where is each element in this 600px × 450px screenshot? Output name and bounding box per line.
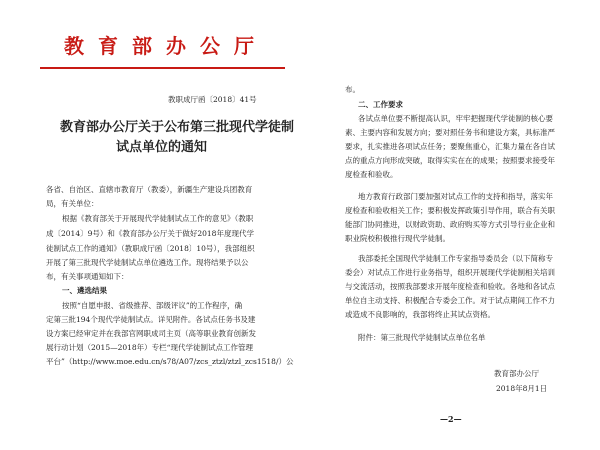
requirement-line-11: 委会）对试点工作进行业务指导，组织开展现代学徒制相关培训 [345, 268, 555, 277]
document-title-line-1: 教育部办公厅关于公布第三批现代学徒制 [60, 120, 295, 135]
signature-date: 2018年8月1日 [496, 384, 548, 393]
signature-org: 教育部办公厅 [494, 369, 539, 378]
letterhead-org-name: 教育部办公厅 [64, 34, 268, 58]
requirement-line-9: 职业院校积极推行现代学徒制。 [345, 234, 450, 243]
intro-line-1: 根据《教育部关于开展现代学徒制试点工作的意见》（教职 [62, 214, 254, 223]
requirement-line-13: 单位自主动支持、积极配合专委会工作。对于试点期间工作不力 [345, 296, 555, 305]
requirement-line-12: 与交流活动，按照我部要求开展年度检查和验收。各地和各试点 [345, 282, 555, 291]
requirement-line-10: 我部委托全国现代学徒制工作专家指导委员会（以下简称专 [358, 254, 553, 263]
section-2-heading: 二、工作要求 [358, 100, 403, 109]
requirement-line-2: 素、主要内容和发展方向；要对照任务书和建设方案，具标准严 [345, 128, 555, 137]
requirement-line-7: 度检查和验收相关工作；要积极发挥政策引导作用，联合有关职 [345, 206, 555, 215]
result-line-1: 按照“自愿申报、省级推荐、部级评议”的工作程序，确 [62, 301, 243, 310]
intro-line-3: 徒制试点工作的通知》（教职成厅函〔2018〕10号），我部组织 [46, 244, 255, 253]
requirement-line-1: 各试点单位要不断提高认识，牢牢把握现代学徒制的核心要 [358, 114, 553, 123]
requirement-line-8: 能部门协同推进，以财政资助、政府购买等方式引导行业企业和 [345, 220, 555, 229]
requirement-line-5: 度检查和验收。 [345, 170, 398, 179]
result-line-3: 设方案已经审定并在我部官网职成司主页（高等职业教育创新发 [46, 329, 256, 338]
addressee-line-2: 局，有关单位： [46, 199, 99, 208]
requirement-line-3: 要求，扎实推进各项试点任务；要聚焦重心，汇集力量在各自试 [345, 142, 555, 151]
section-1-heading: 一、遴选结果 [62, 286, 107, 295]
document-title-line-2: 试点单位的通知 [116, 140, 208, 155]
requirement-line-4: 点的重点方向形成突破，取得实实在在的成果；按照要求接受年 [345, 156, 555, 165]
page-number: —2— [440, 414, 462, 424]
addressee-line-1: 各省、自治区、直辖市教育厅（教委），新疆生产建设兵团教育 [46, 185, 253, 194]
attachment-note: 附件：第三批现代学徒制试点单位名单 [358, 333, 486, 342]
result-line-4: 展行动计划（2015—2018年）专栏“现代学徒制试点工作管理 [46, 343, 254, 352]
continuation-text: 布。 [345, 85, 360, 94]
result-line-2: 定第三批194个现代学徒制试点。详见附件。各试点任务书及建 [46, 315, 256, 324]
document-number: 教职成厅函〔2018〕41号 [168, 95, 257, 104]
letterhead-red-rule [40, 67, 285, 69]
intro-line-2: 成〔2014〕9号）和《教育部办公厅关于做好2018年度现代学 [46, 229, 254, 238]
intro-line-4: 开展了第三批现代学徒制试点单位遴选工作。现将结果予以公 [46, 258, 249, 267]
requirement-line-6: 地方教育行政部门要加强对试点工作的支持和指导，落实年 [358, 192, 553, 201]
result-line-5: 平台”（http://www.moe.edu.cn/s78/A07/zcs_ztzl/ztzl_zcs1518/）公 [46, 357, 294, 366]
requirement-line-14: 或造成不良影响的，我部将终止其试点资格。 [345, 310, 495, 319]
intro-line-5: 布，有关事项通知如下： [46, 272, 129, 281]
